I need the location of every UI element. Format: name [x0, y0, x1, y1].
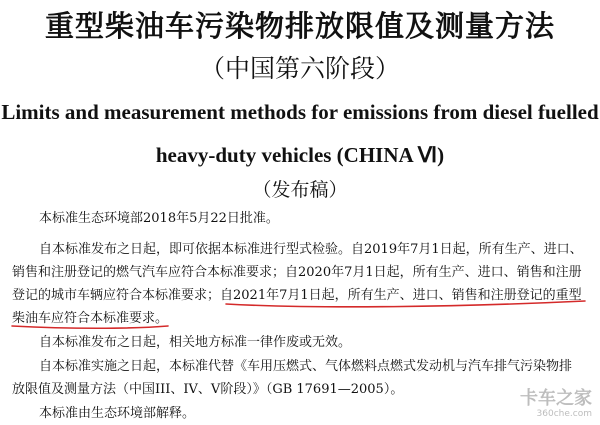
- page-title-zh: 重型柴油车污染物排放限值及测量方法: [44, 9, 555, 43]
- watermark-logo: [520, 389, 592, 419]
- paragraph-line: 自本标准发布之日起，即可依据本标准进行型式检验。自2019年7月1日起，所有生产、进口、: [39, 242, 583, 257]
- document-status: （发布稿）: [252, 179, 348, 201]
- paragraph-line: 柴油车应符合本标准要求。: [12, 311, 169, 326]
- paragraph-local-standards: 自本标准发布之日起，相关地方标准一律作废或无效。: [39, 335, 352, 350]
- paragraph-line: 自本标准实施之日起，本标准代替《车用压燃式、气体燃料点燃式发动机与汽车排气污染物排: [39, 359, 573, 374]
- paragraph-line: 登记的城市车辆应符合本标准要求；自2021年7月1日起，所有生产、进口、销售和注册登记的重型: [12, 288, 582, 303]
- paragraph-interpretation: 本标准由生态环境部解释。: [39, 406, 196, 421]
- watermark-text: 卡车之家: [520, 388, 592, 409]
- paragraph-line: 放限值及测量方法（中国III、IV、V阶段）》（GB 17691—2005）。: [12, 382, 404, 397]
- paragraph-approval: 本标准生态环境部2018年5月22日批准。: [39, 211, 279, 226]
- page-subtitle-zh: （中国第六阶段）: [199, 54, 400, 83]
- page-title-en-line1: Limits and measurement methods for emissions from diesel fuelled: [1, 100, 599, 124]
- paragraph-line: 销售和注册登记的燃气汽车应符合本标准要求；自2020年7月1日起，所有生产、进口、销售和注册: [12, 265, 582, 280]
- watermark-url: 360che.com: [536, 409, 592, 419]
- page-title-en-line2: heavy-duty vehicles (CHINA Ⅵ): [155, 143, 445, 167]
